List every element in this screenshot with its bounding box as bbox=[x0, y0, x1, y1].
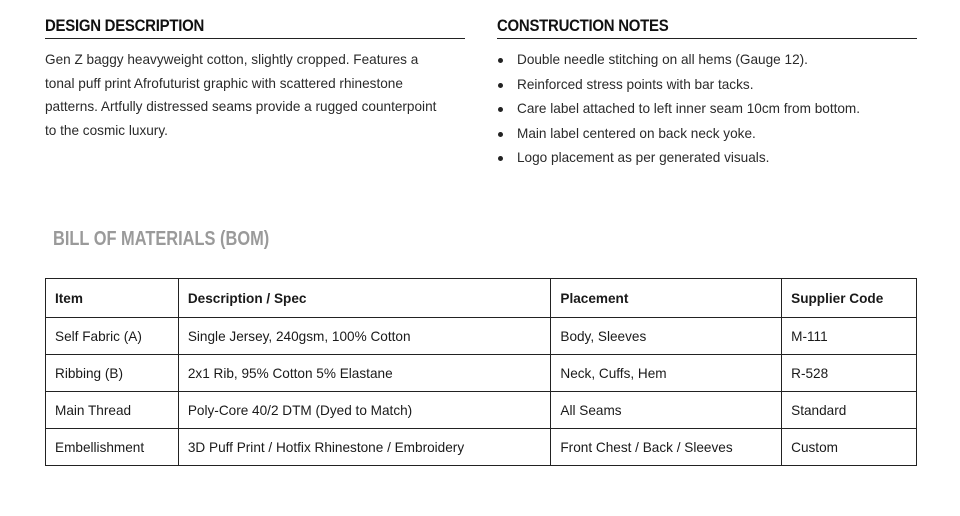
bom-table bbox=[45, 278, 917, 466]
construction-notes-list bbox=[497, 48, 917, 171]
column-header-description: Description / Spec bbox=[178, 279, 551, 318]
cell-supplier-code: R-528 bbox=[782, 355, 917, 392]
construction-note-item: Double needle stitching on all hems (Gauge 12). bbox=[497, 48, 917, 73]
cell-description: Single Jersey, 240gsm, 100% Cotton bbox=[178, 318, 551, 355]
cell-item: Ribbing (B) bbox=[46, 355, 179, 392]
design-description-text bbox=[45, 48, 465, 142]
construction-note-item: Logo placement as per generated visuals. bbox=[497, 146, 917, 171]
column-header-supplier-code: Supplier Code bbox=[782, 279, 917, 318]
table-header-row bbox=[46, 279, 917, 318]
table-row bbox=[46, 429, 917, 466]
table-row bbox=[46, 392, 917, 429]
cell-description: 3D Puff Print / Hotfix Rhinestone / Embroidery bbox=[178, 429, 551, 466]
construction-note-item: Care label attached to left inner seam 10cm from bottom. bbox=[497, 97, 917, 122]
cell-supplier-code: Standard bbox=[782, 392, 917, 429]
construction-notes-section bbox=[497, 16, 917, 171]
design-description-heading-rule bbox=[45, 16, 465, 39]
design-description-line: Gen Z baggy heavyweight cotton, slightly cropped. Features a bbox=[45, 52, 419, 67]
design-description-line: tonal puff print Afrofuturist graphic with scattered rhinestone bbox=[45, 75, 403, 91]
cell-item: Main Thread bbox=[46, 392, 179, 429]
cell-supplier-code: M-111 bbox=[782, 318, 917, 355]
column-header-item: Item bbox=[46, 279, 179, 318]
design-description-line: patterns. Artfully distressed seams provide a rugged counterpoint bbox=[45, 99, 437, 114]
table-row bbox=[46, 355, 917, 392]
construction-note-item: Reinforced stress points with bar tacks. bbox=[497, 73, 917, 98]
construction-notes-heading-rule bbox=[497, 16, 917, 39]
table-row bbox=[46, 318, 917, 355]
bom-title: BILL OF MATERIALS (BOM) bbox=[53, 228, 270, 250]
cell-placement: Neck, Cuffs, Hem bbox=[551, 355, 782, 392]
cell-item: Self Fabric (A) bbox=[46, 318, 179, 355]
design-description-section bbox=[45, 16, 465, 142]
cell-supplier-code: Custom bbox=[782, 429, 917, 466]
cell-placement: Front Chest / Back / Sleeves bbox=[551, 429, 782, 466]
cell-placement: Body, Sleeves bbox=[551, 318, 782, 355]
design-description-heading: DESIGN DESCRIPTION bbox=[45, 16, 205, 35]
design-description-line: to the cosmic luxury. bbox=[45, 122, 168, 138]
column-header-placement: Placement bbox=[551, 279, 782, 318]
cell-placement: All Seams bbox=[551, 392, 782, 429]
construction-notes-heading: CONSTRUCTION NOTES bbox=[497, 16, 669, 35]
construction-note-item: Main label centered on back neck yoke. bbox=[497, 122, 917, 147]
cell-description: 2x1 Rib, 95% Cotton 5% Elastane bbox=[178, 355, 551, 392]
cell-item: Embellishment bbox=[46, 429, 179, 466]
cell-description: Poly-Core 40/2 DTM (Dyed to Match) bbox=[178, 392, 551, 429]
